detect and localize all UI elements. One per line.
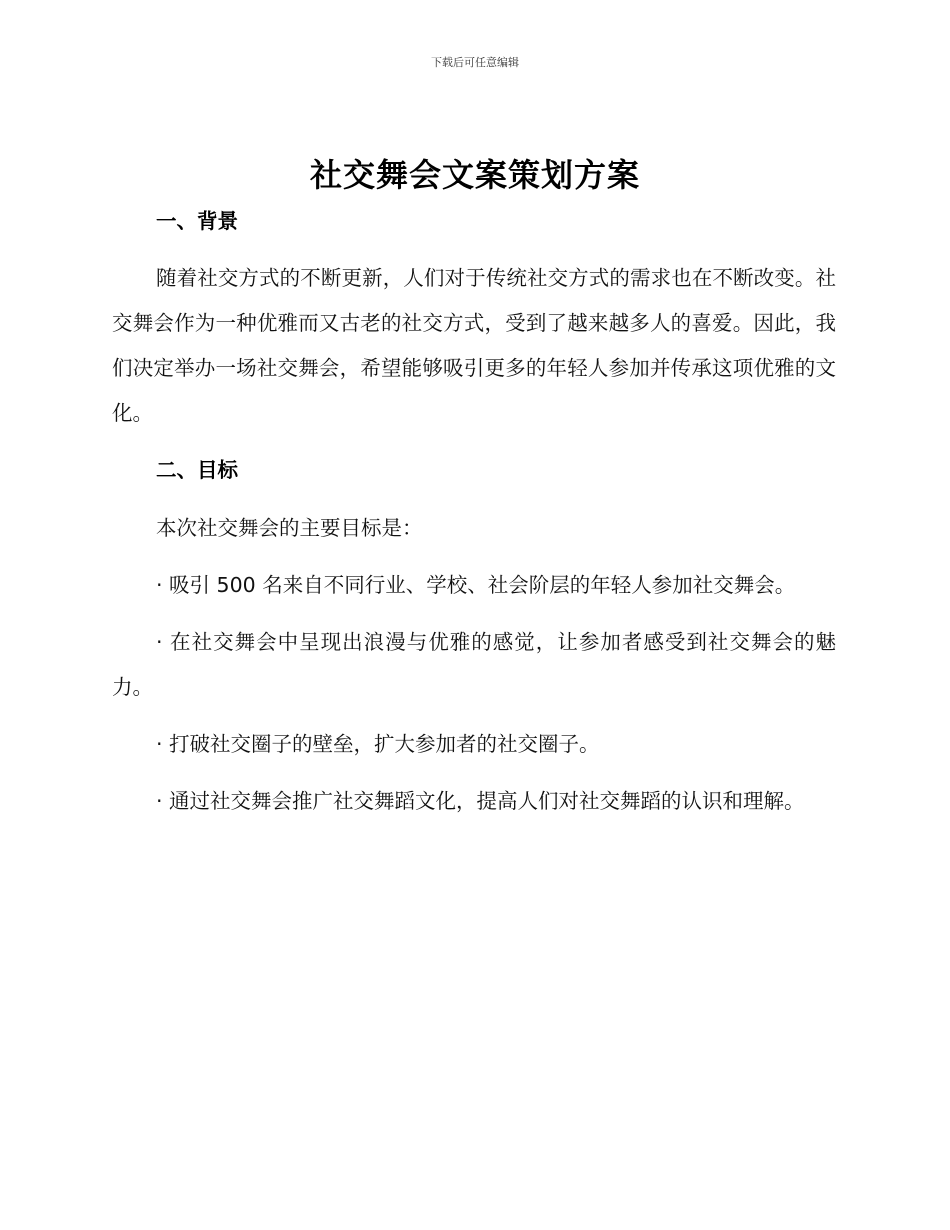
goal-bullet-item: · 吸引 500 名来自不同行业、学校、社会阶层的年轻人参加社交舞会。: [156, 573, 796, 597]
background-paragraph: 随着社交方式的不断更新，人们对于传统社交方式的需求也在不断改变。社交舞会作为一种优雅而又古老的社交方式，受到了越来越多人的喜爱。因此，我们决定举办一场社交舞会，希望能够吸引更多的年轻人参加并传承这项优雅的文化。: [112, 266, 836, 425]
goal-bullet-item: · 通过社交舞会推广社交舞蹈文化，提高人们对社交舞蹈的认识和理解。: [156, 789, 805, 813]
goal-bullet-item: · 打破社交圈子的壁垒，扩大参加者的社交圈子。: [156, 732, 600, 756]
goals-intro-paragraph: 本次社交舞会的主要目标是：: [156, 516, 423, 540]
section-heading-goals: 二、目标: [156, 458, 238, 482]
document-title: 社交舞会文案策划方案: [309, 156, 640, 194]
header-note: 下载后可任意编辑: [431, 56, 519, 69]
goal-bullet-item: · 在社交舞会中呈现出浪漫与优雅的感觉，让参加者感受到社交舞会的魅力。: [112, 630, 836, 699]
section-heading-background: 一、背景: [156, 209, 238, 233]
